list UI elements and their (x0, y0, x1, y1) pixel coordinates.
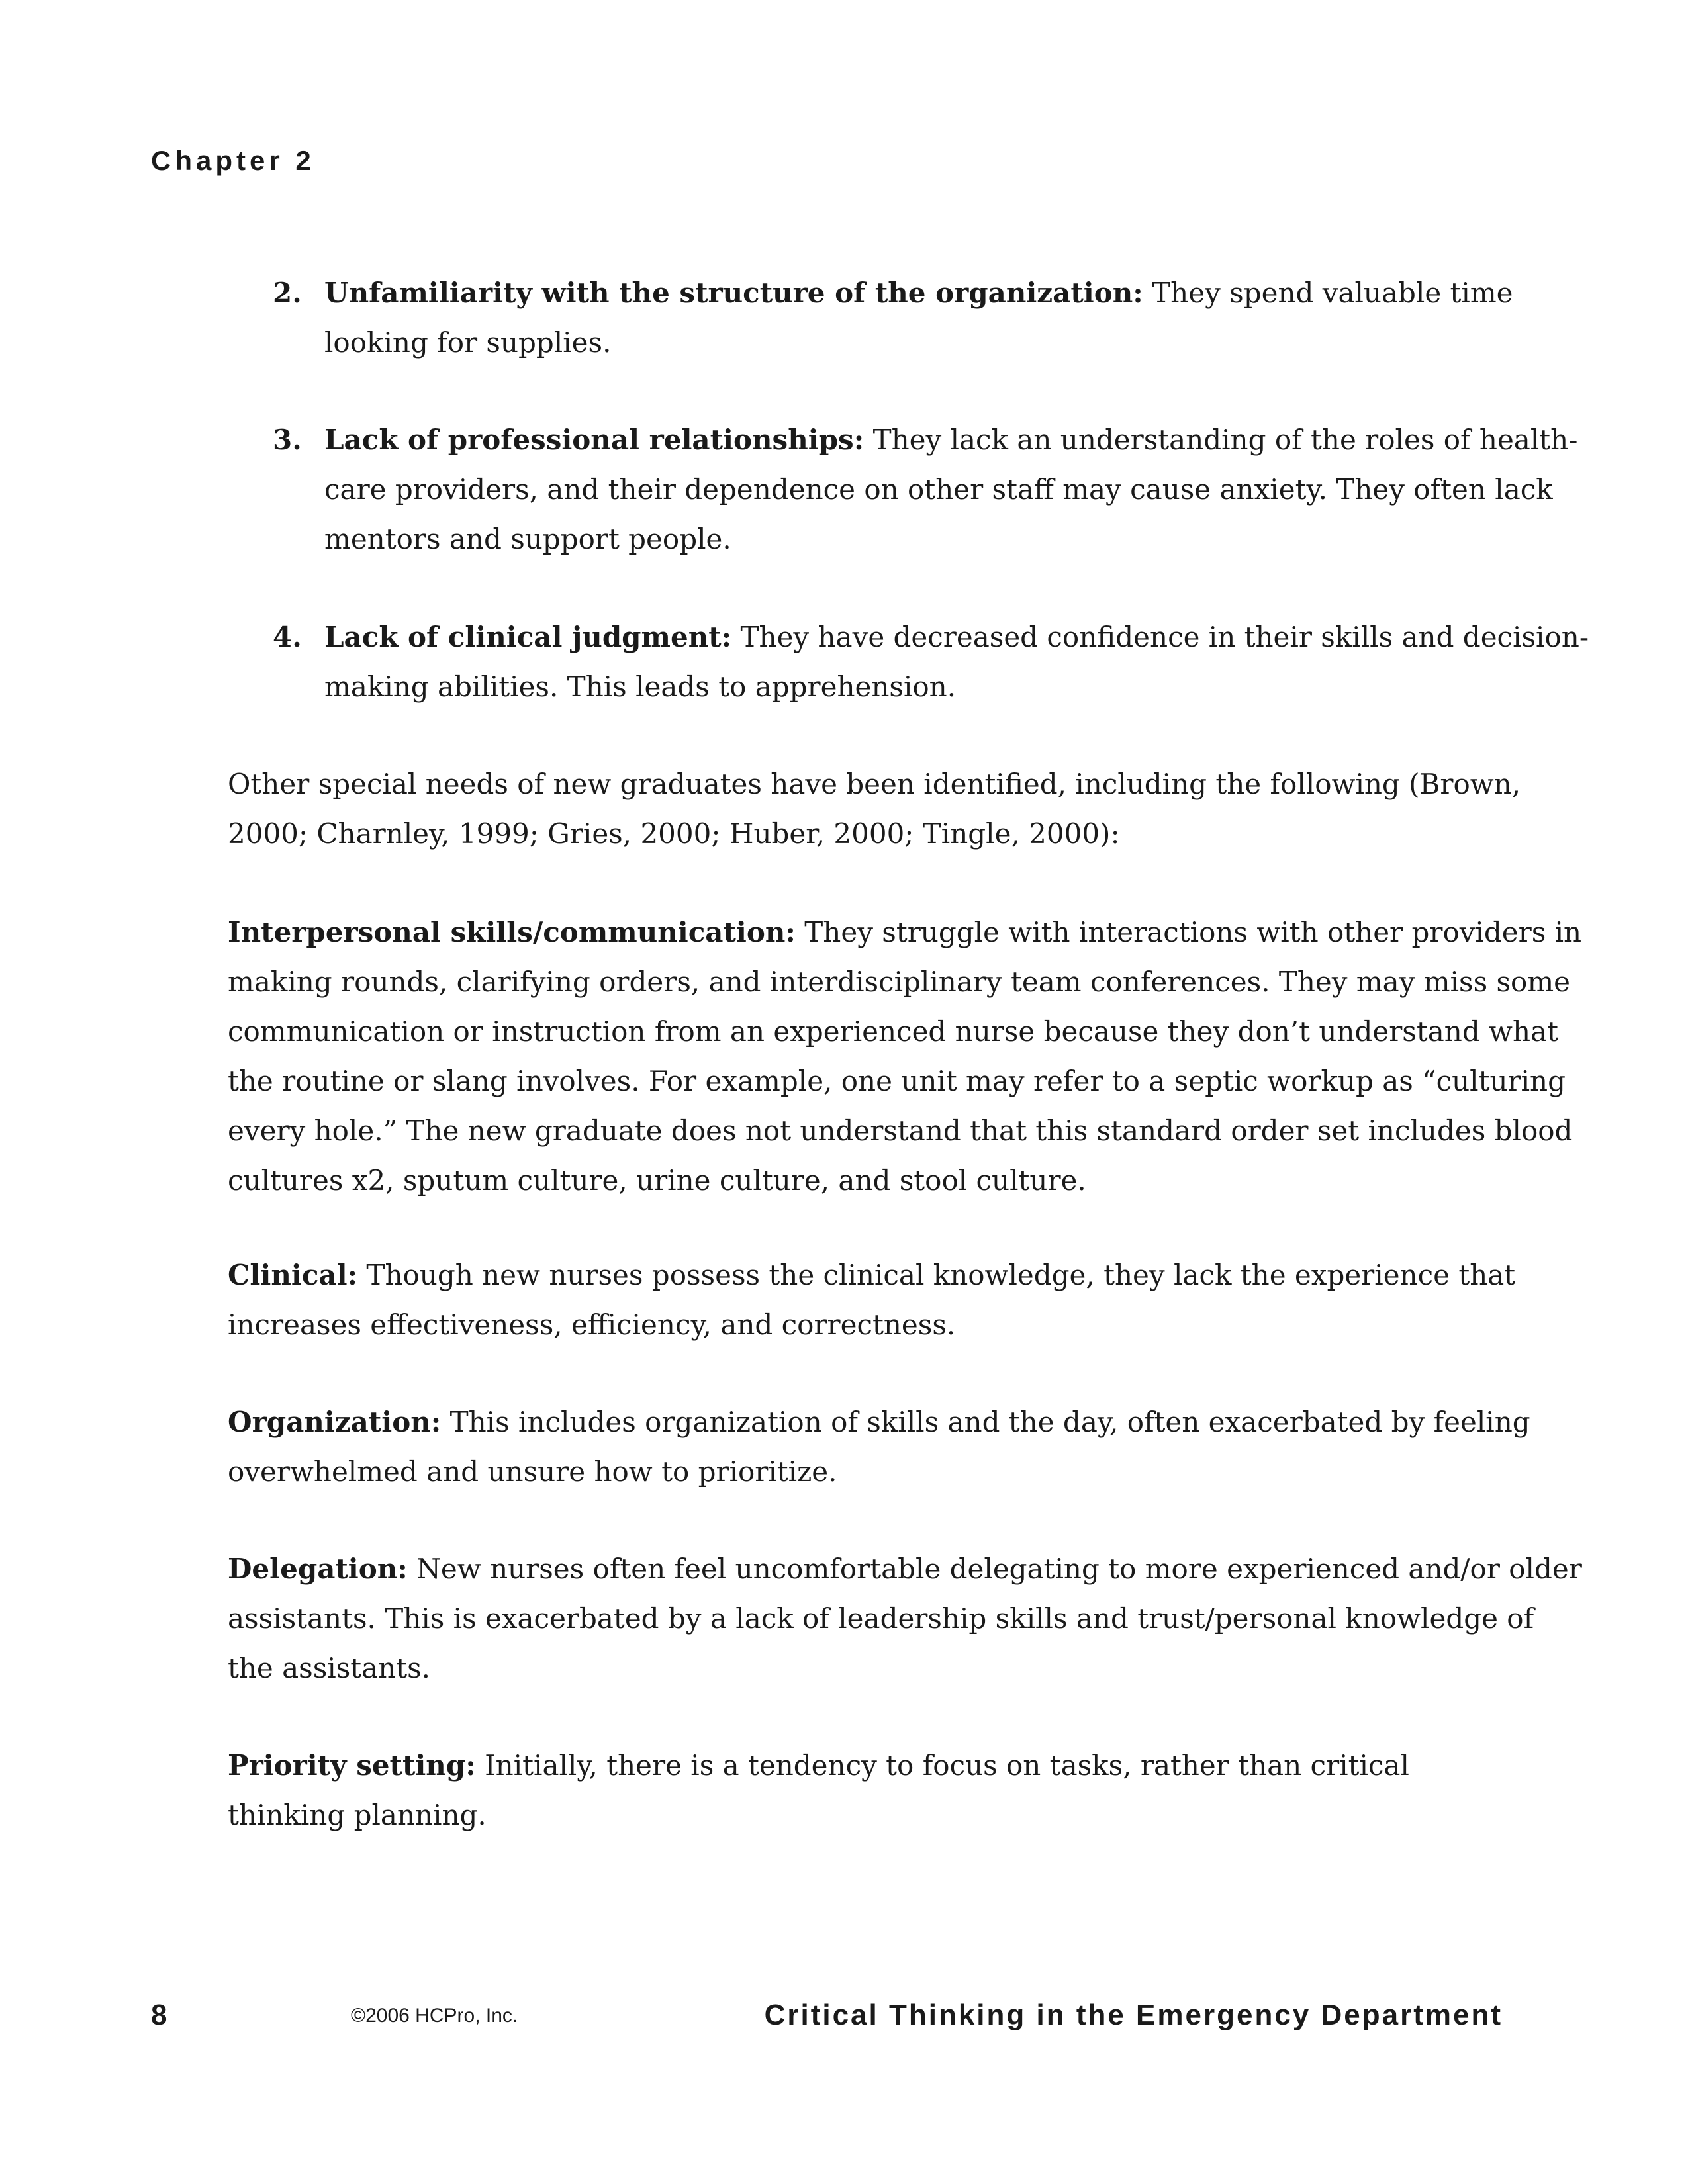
paragraph-text: assistants. This is exacerbated by a lack of leadership skills and trust/personal knowledge of (228, 1602, 1534, 1635)
paragraph-text: making rounds, clarifying orders, and interdisciplinary team conferences. They may miss some (228, 966, 1571, 998)
list-number: 3. (273, 424, 302, 456)
paragraph-text: increases effectiveness, efficiency, and correctness. (228, 1308, 956, 1341)
paragraph-text: This includes organization of skills and the day, often exacerbated by feeling (441, 1406, 1530, 1438)
intro-paragraph (228, 759, 1521, 858)
list-number: 2. (273, 277, 302, 309)
paragraph-text: They struggle with interactions with other providers in (795, 916, 1582, 948)
list-text: looking for supplies. (324, 326, 612, 359)
list-text: mentors and support people. (324, 523, 731, 555)
list-text: care providers, and their dependence on other staff may cause anxiety. They often lack (324, 473, 1553, 506)
book-title: Critical Thinking in the Emergency Department (764, 1999, 1503, 2031)
paragraph-text: cultures x2, sputum culture, urine culture, and stool culture. (228, 1164, 1086, 1197)
paragraph-text: communication or instruction from an experienced nurse because they don’t understand what (228, 1015, 1558, 1048)
section-organization (228, 1397, 1530, 1496)
section-clinical (228, 1250, 1515, 1349)
paragraph-text: Other special needs of new graduates have been identified, including the following (Brown, (228, 768, 1521, 800)
paragraph-text: 2000; Charnley, 1999; Gries, 2000; Huber, 2000; Tingle, 2000): (228, 817, 1120, 850)
section-priority-setting (228, 1741, 1409, 1840)
paragraph-text: every hole.” The new graduate does not understand that this standard order set includes blood (228, 1115, 1573, 1147)
paragraph-text: the assistants. (228, 1652, 431, 1684)
section-term: Organization: (228, 1406, 442, 1438)
list-term: Lack of clinical judgment: (324, 621, 732, 653)
section-delegation (228, 1544, 1582, 1693)
chapter-heading: Chapter 2 (151, 145, 315, 176)
list-number: 4. (273, 621, 302, 653)
list-term: Unfamiliarity with the structure of the organization: (324, 277, 1143, 309)
list-term: Lack of professional relationships: (324, 424, 865, 456)
paragraph-text: the routine or slang involves. For example, one unit may refer to a septic workup as “culturing (228, 1065, 1566, 1097)
paragraph-text: New nurses often feel uncomfortable delegating to more experienced and/or older (407, 1553, 1582, 1585)
paragraph-text: Initially, there is a tendency to focus on tasks, rather than critical (475, 1749, 1409, 1782)
section-term: Clinical: (228, 1259, 358, 1291)
section-interpersonal (228, 907, 1581, 1205)
list-text: making abilities. This leads to apprehension. (324, 670, 957, 703)
section-term: Interpersonal skills/communication: (228, 916, 796, 948)
section-term: Priority setting: (228, 1749, 476, 1782)
list-text: They spend valuable time (1143, 277, 1513, 309)
list-text: They lack an understanding of the roles of health- (864, 424, 1578, 456)
copyright: ©2006 HCPro, Inc. (351, 2005, 518, 2026)
paragraph-text: thinking planning. (228, 1799, 487, 1831)
page-number: 8 (151, 1999, 167, 2031)
section-term: Delegation: (228, 1553, 408, 1585)
list-text: They have decreased confidence in their skills and decision- (731, 621, 1589, 653)
paragraph-text: Though new nurses possess the clinical knowledge, they lack the experience that (357, 1259, 1516, 1291)
paragraph-text: overwhelmed and unsure how to prioritize. (228, 1455, 837, 1488)
